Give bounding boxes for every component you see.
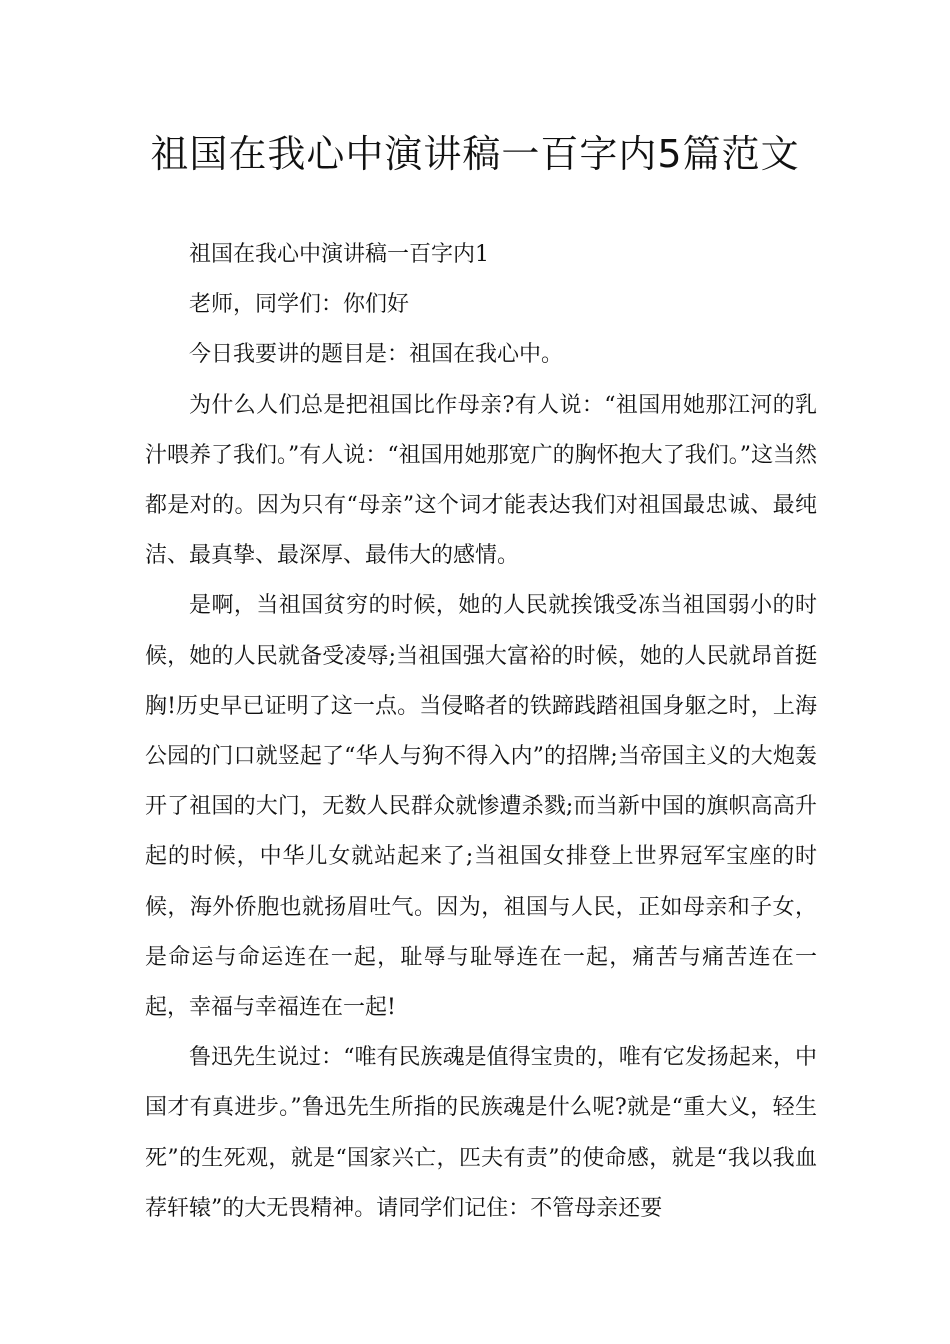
paragraph-luxun: 鲁迅先生说过：“唯有民族魂是值得宝贵的，唯有它发扬起来，中国才有真进步。”鲁迅先生所指的民族魂是什么呢?就是“重大义，轻生死”的生死观，就是“国家兴亡，匹夫有责”的使命感，就是“我以我血荐轩辕”的大无畏精神。请同学们记住：不管母亲还要 — [145, 1045, 817, 1221]
paragraph-heading: 祖国在我心中演讲稿一百字内1 — [189, 242, 489, 267]
paragraph-topic: 今日我要讲的题目是：祖国在我心中。 — [189, 342, 564, 368]
document-body — [145, 230, 817, 1234]
paragraph-greeting: 老师，同学们：你们好 — [189, 292, 410, 318]
paragraph-history: 是啊，当祖国贫穷的时候，她的人民就挨饿受冻当祖国弱小的时候，她的人民就备受凌辱;当祖国强大富裕的时候，她的人民就昂首挺胸!历史早已证明了这一点。当侵略者的铁蹄践踏祖国身躯之时，上海公园的门口就竖起了“华人与狗不得入内”的招牌;当帝国主义的大炮轰开了祖国的大门，无数人民群众就惨遭杀戮;而当新中国的旗帜高高升起的时候，中华儿女就站起来了;当祖国女排登上世界冠军宝座的时候，海外侨胞也就扬眉吐气。因为，祖国与人民，正如母亲和子女，是命运与命运连在一起，耻辱与耻辱连在一起，痛苦与痛苦连在一起，幸福与幸福连在一起! — [145, 593, 817, 1021]
document-title: 祖国在我心中演讲稿一百字内5篇范文 — [150, 132, 800, 176]
paragraph-mother-metaphor: 为什么人们总是把祖国比作母亲?有人说：“祖国用她那江河的乳汁喂养了我们。”有人说：“祖国用她那宽广的胸怀抱大了我们。”这当然都是对的。因为只有“母亲”这个词才能表达我们对祖国最忠诚、最纯洁、最真挚、最深厚、最伟大的感情。 — [145, 392, 817, 569]
